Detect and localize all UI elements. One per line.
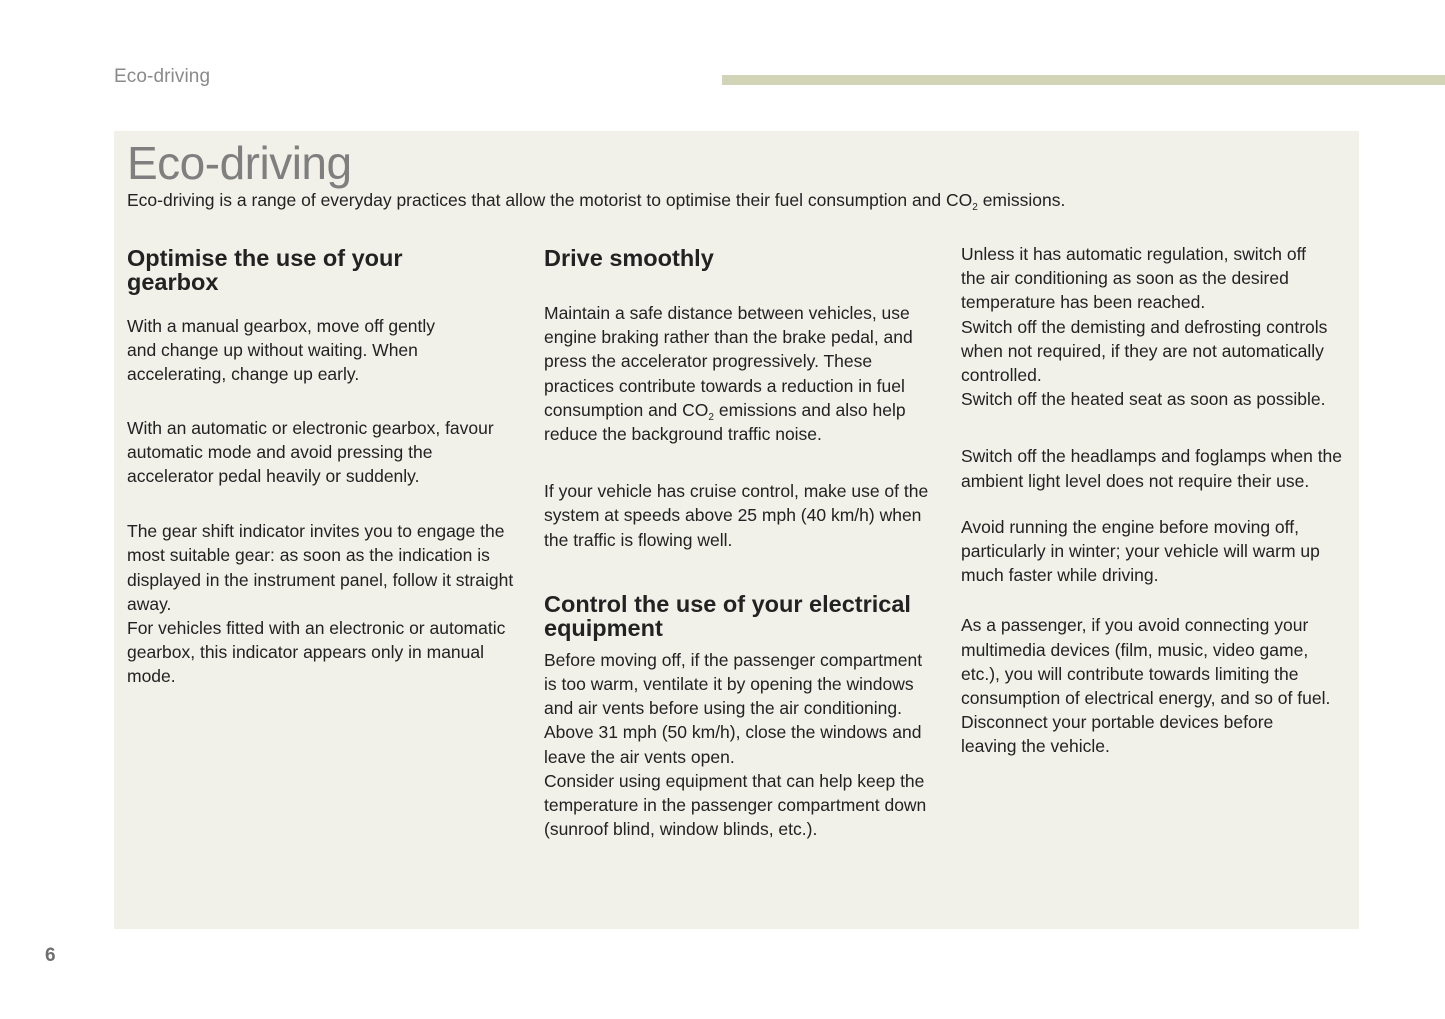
page-title: Eco-driving <box>127 137 352 189</box>
paragraph: Consider using equipment that can help keep the temperature in the passenger compartment down (sunroof blind, window blinds, etc.). <box>544 770 927 840</box>
paragraph: Above 31 mph (50 km/h), close the windows and leave the air vents open. <box>544 722 922 767</box>
intro-text-main: Eco-driving is a range of everyday practices that allow the motorist to optimise their fuel consumption and CO <box>127 190 973 210</box>
section-heading-gearbox <box>127 246 515 294</box>
paragraph: Switch off the headlamps and foglamps when the ambient light level does not require their use. <box>961 446 1343 491</box>
heading-line: gearbox <box>127 269 219 295</box>
paragraph: For vehicles fitted with an electronic or automatic gearbox, this indicator appears only in manual mode. <box>127 618 506 687</box>
header-accent-bar <box>722 75 1445 85</box>
paragraph <box>544 301 914 446</box>
paragraph: Switch off the heated seat as soon as possible. <box>961 389 1326 410</box>
paragraph: Before moving off, if the passenger compartment is too warm, ventilate it by opening the windows and air vents before using the air conditioning. <box>544 649 923 719</box>
intro-text <box>127 188 1065 212</box>
intro-text-end: emissions. <box>977 190 1066 210</box>
subscript: 2 <box>708 411 714 423</box>
column-drive-smoothly <box>544 242 932 841</box>
column-electrical-tips <box>961 242 1353 759</box>
paragraph: As a passenger, if you avoid connecting your multimedia devices (film, music, video game, etc.), you will contribute towards limiting the consumption of electrical energy, and so of fuel. <box>961 615 1331 709</box>
paragraph: Avoid running the engine before moving off, particularly in winter; your vehicle will warm up much faster while driving. <box>961 516 1320 586</box>
heading-line: equipment <box>544 614 663 641</box>
paragraph: Switch off the demisting and defrosting controls when not required, if they are not automatically controlled. <box>961 316 1328 386</box>
section-heading-electrical-equipment <box>544 592 932 640</box>
section-heading-drive-smoothly: Drive smoothly <box>544 245 714 271</box>
paragraph: With an automatic or electronic gearbox, favour automatic mode and avoid pressing the accelerator pedal heavily or suddenly. <box>127 417 494 487</box>
paragraph-text: emissions and also help reduce the background traffic noise. <box>544 399 906 445</box>
paragraph: Unless it has automatic regulation, switch off the air conditioning as soon as the desired temperature has been reached. <box>961 244 1306 313</box>
paragraph: With a manual gearbox, move off gently and change up without waiting. When accelerating, change up early. <box>127 316 436 385</box>
paragraph-text: Maintain a safe distance between vehicles, use engine braking rather than the brake pedal, and press the accelerator progressively. These practices contribute towards a reduction in fuel consumption and CO <box>544 303 913 420</box>
intro-subscript: 2 <box>972 202 978 213</box>
page-number: 6 <box>45 945 56 966</box>
heading-line: Optimise the use of your <box>127 245 403 271</box>
column-gearbox <box>127 242 515 689</box>
paragraph: If your vehicle has cruise control, make use of the system at speeds above 25 mph (40 km/h) when the traffic is flowing well. <box>544 481 929 550</box>
paragraph: Disconnect your portable devices before leaving the vehicle. <box>961 712 1274 757</box>
heading-line: Control the use of your electrical <box>544 590 911 617</box>
paragraph: The gear shift indicator invites you to engage the most suitable gear: as soon as the indication is displayed in the instrument panel, follow it straight away. <box>127 521 514 614</box>
running-header-title: Eco-driving <box>114 66 211 87</box>
eco-driving-panel <box>114 131 1359 929</box>
